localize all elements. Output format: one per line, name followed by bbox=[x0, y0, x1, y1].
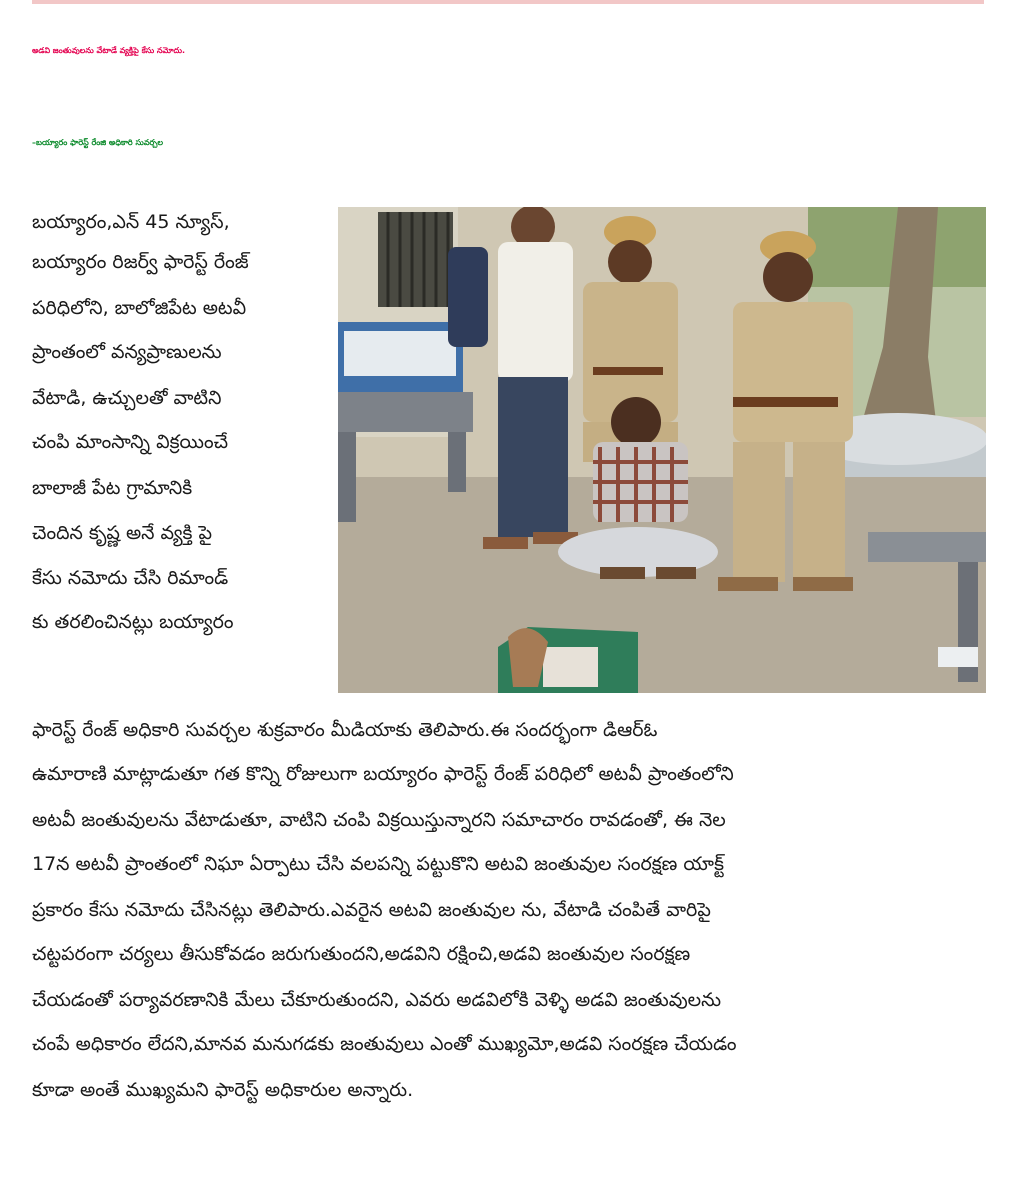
news-photo-illustration bbox=[338, 207, 986, 693]
article-body-line: 17న అటవీ ప్రాంతంలో నిఘా ఏర్పాటు చేసి వలపన్ని పట్టుకొని అటవి జంతువుల సంరక్షణ యాక్ట్ bbox=[32, 853, 724, 875]
article-headline: అడవి జంతువులను వేటాడే వ్యక్తిపై కేసు నమోదు. bbox=[32, 46, 186, 55]
article-body-line: కేసు నమోదు చేసి రిమాండ్ bbox=[32, 567, 229, 589]
article-body-line: పరిధిలోని, బాలోజిపేట అటవీ bbox=[32, 297, 247, 319]
article-body-line: చెందిన కృష్ణ అనే వ్యక్తి పై bbox=[32, 522, 213, 544]
article-body-line: బయ్యారం,ఎన్ 45 న్యూస్, bbox=[32, 211, 230, 233]
article-body-line: ఉమారాణి మాట్లాడుతూ గత కొన్ని రోజులుగా బయ్యారం ఫారెస్ట్ రేంజ్ పరిధిలో అటవీ ప్రాంతంలోని bbox=[32, 763, 734, 785]
article-body-line: ప్రాంతంలో వన్యప్రాణులను bbox=[32, 341, 222, 363]
article-body-line: చంపి మాంసాన్ని విక్రయించే bbox=[32, 431, 229, 453]
article-body-line: కూడా అంతే ముఖ్యమని ఫారెస్ట్ అధికారుల అన్నారు. bbox=[32, 1079, 414, 1101]
top-divider bbox=[32, 0, 984, 4]
article-body-line: అటవీ జంతువులను వేటాడుతూ, వాటిని చంపి విక్రయిస్తున్నారని సమాచారం రావడంతో, ఈ నెల bbox=[32, 809, 726, 831]
article-body-line: ప్రకారం కేసు నమోదు చేసినట్లు తెలిపారు.ఎవరైన అటవి జంతువుల ను, వేటాడి చంపితే వారిపై bbox=[32, 899, 711, 921]
article-subheadline: –బయ్యారం ఫారెస్ట్ రేంజి అధికారి సువర్చల bbox=[32, 138, 164, 147]
article-body-line: చేయడంతో పర్యావరణానికి మేలు చేకూరుతుందని, ఎవరు అడవిలోకి వెళ్ళి అడవి జంతువులను bbox=[32, 989, 722, 1011]
article-body-line: వేటాడి, ఉచ్చులతో వాటిని bbox=[32, 387, 222, 409]
article-body-line: బాలాజీ పేట గ్రామానికి bbox=[32, 477, 193, 499]
article-body-line: కు తరలించినట్లు బయ్యారం bbox=[32, 611, 234, 633]
article-body-line: చంపే అధికారం లేదని,మానవ మనుగడకు జంతువులు ఎంతో ముఖ్యమో,అడవి సంరక్షణ చేయడం bbox=[32, 1033, 737, 1055]
article-body-line: చట్టపరంగా చర్యలు తీసుకోవడం జరుగుతుందని,అడవిని రక్షించి,అడవి జంతువుల సంరక్షణ bbox=[32, 943, 691, 965]
article-body-line: ఫారెస్ట్ రేంజ్ అధికారి సువర్చల శుక్రవారం మీడియాకు తెలిపారు.ఈ సందర్భంగా డిఆర్ఓ bbox=[32, 719, 658, 741]
article-body-line: బయ్యారం రిజర్వ్ ఫారెస్ట్ రేంజ్ bbox=[32, 251, 249, 273]
news-photo bbox=[338, 207, 986, 693]
